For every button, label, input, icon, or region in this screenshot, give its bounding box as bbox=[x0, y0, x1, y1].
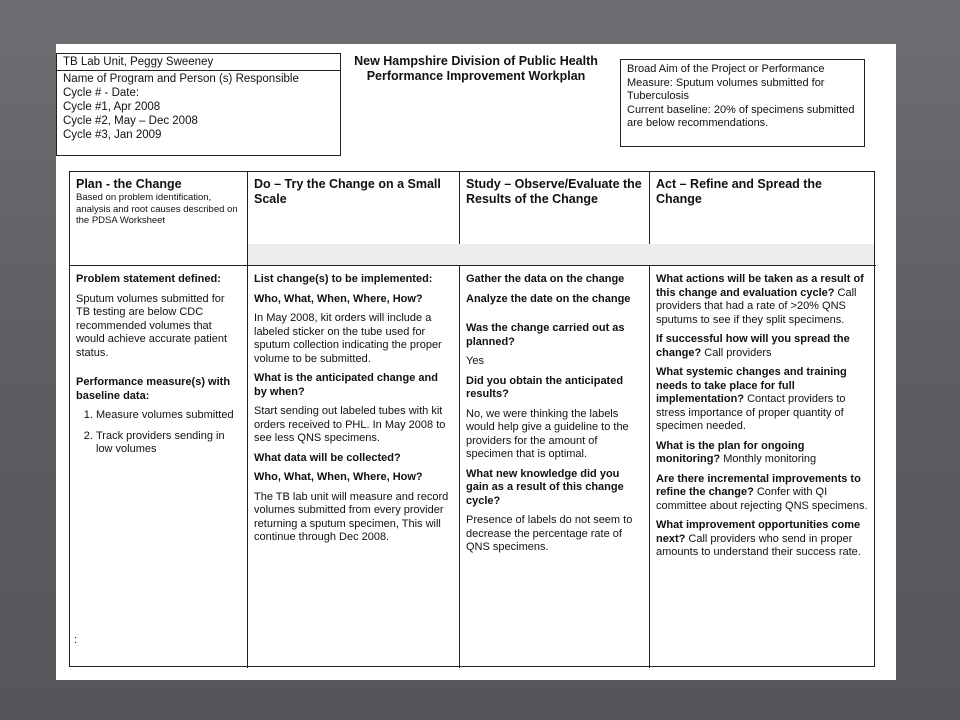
act-a2: Call providers bbox=[701, 346, 772, 359]
do-q4: What data will be collected? bbox=[254, 451, 401, 464]
broad-aim-box bbox=[620, 59, 865, 147]
program-info-box bbox=[56, 53, 341, 156]
program-line: Cycle #2, May – Dec 2008 bbox=[63, 115, 198, 127]
act-q4: What is the plan for ongoing monitoring? bbox=[656, 439, 805, 465]
header-divider bbox=[70, 265, 876, 266]
program-line: Cycle #1, Apr 2008 bbox=[63, 101, 161, 113]
aim-text: Broad Aim of the Project or Performance Measure: Sputum volumes submitted for Tuberculosis bbox=[627, 63, 825, 102]
act-a3: Contact providers to stress importance of proper quantity of specimen needed. bbox=[656, 393, 846, 432]
act-q3: What systemic changes and training needs to take place for full implementation? bbox=[656, 366, 847, 405]
program-line: Cycle #3, Jan 2009 bbox=[63, 129, 162, 141]
act-q1: What actions will be taken as a result of this change and evaluation cycle? bbox=[656, 273, 864, 299]
do-q1: List change(s) to be implemented: bbox=[254, 273, 433, 285]
program-line: Cycle # - Date: bbox=[63, 87, 140, 99]
act-q5: Are there incremental improvements to refine the change? bbox=[656, 472, 861, 498]
program-line: Name of Program and Person (s) Responsible bbox=[63, 73, 299, 85]
problem-text: Sputum volumes submitted for TB testing are below CDC recommended volumes that would achieve accurate patient status. bbox=[76, 292, 228, 359]
act-a5: Confer with QI committee about rejecting QNS specimens. bbox=[656, 486, 868, 512]
do-a5: The TB lab unit will measure and record volumes submitted from every provider returning a sputum specimen, This will continue through Dec 2008. bbox=[254, 490, 449, 543]
do-q5: Who, What, When, Where, How? bbox=[254, 471, 423, 483]
study-a3: Yes bbox=[466, 355, 484, 367]
study-s2: Analyze the date on the change bbox=[466, 292, 631, 305]
header-study bbox=[460, 172, 649, 244]
title-line-2: Performance Improvement Workplan bbox=[366, 69, 586, 83]
measure-label: Performance measure(s) with baseline data: bbox=[76, 376, 231, 402]
pdsa-table bbox=[69, 171, 875, 667]
problem-label: Problem statement defined: bbox=[76, 273, 221, 285]
measure-list bbox=[76, 409, 241, 457]
act-q6: What improvement opportunities come next? bbox=[656, 519, 861, 545]
do-q3: What is the anticipated change and by when? bbox=[254, 372, 438, 398]
colon-mark: : bbox=[74, 634, 78, 646]
list-item: 1. Measure volumes submitted bbox=[96, 409, 241, 423]
study-title: Study – Observe/Evaluate the Results of the Change bbox=[466, 177, 642, 206]
act-column bbox=[650, 268, 874, 666]
act-q2: If successful how will you spread the change? bbox=[656, 333, 850, 359]
do-a2: In May 2008, kit orders will include a labeled sticker on the tube used for sputum collection indicating the proper volume to be submitted. bbox=[254, 312, 442, 365]
plan-subtitle: Based on problem identification, analysis and root causes described on the PDSA Worksheet bbox=[76, 192, 238, 226]
study-column bbox=[460, 268, 649, 666]
act-a6: Call providers who send in proper amounts to understand their success rate. bbox=[656, 532, 861, 558]
do-title: Do – Try the Change on a Small Scale bbox=[254, 177, 441, 206]
study-s3: Was the change carried out as planned? bbox=[466, 322, 625, 348]
do-column bbox=[248, 268, 459, 666]
program-unit: TB Lab Unit, Peggy Sweeney bbox=[57, 54, 340, 71]
study-s5: What new knowledge did you gain as a result of this change cycle? bbox=[466, 467, 624, 507]
study-s4: Did you obtain the anticipated results? bbox=[466, 374, 624, 400]
act-a1: Call providers that had a rate of >20% QNS sputums to see if they split specimens. bbox=[656, 286, 857, 326]
do-q2: Who, What, When, Where, How? bbox=[254, 292, 423, 305]
study-a4: No, we were thinking the labels would help give a guideline to the providers for the amount of specimen that is optimal. bbox=[466, 407, 629, 460]
do-a3: Start sending out labeled tubes with kit orders received to PHL. In May 2008 to see less QNS specimens. bbox=[254, 405, 446, 444]
header-do bbox=[248, 172, 459, 244]
header-act bbox=[650, 172, 874, 244]
aim-baseline: Current baseline: 20% of specimens submitted are below recommendations. bbox=[627, 103, 855, 129]
header-plan bbox=[70, 172, 247, 265]
act-a4: Monthly monitoring bbox=[720, 453, 817, 465]
list-item: 2. Track providers sending in low volumes bbox=[96, 430, 241, 457]
study-s1: Gather the data on the change bbox=[466, 273, 625, 285]
plan-title: Plan - the Change bbox=[76, 177, 182, 191]
header-gray-band bbox=[247, 244, 874, 265]
plan-column bbox=[70, 268, 247, 666]
program-lines bbox=[57, 71, 340, 143]
title-line-1: New Hampshire Division of Public Health bbox=[354, 54, 598, 68]
act-title: Act – Refine and Spread the Change bbox=[656, 177, 823, 206]
workplan-document bbox=[56, 44, 896, 680]
study-a5: Presence of labels do not seem to decrease the percentage rate of QNS specimens. bbox=[466, 514, 633, 553]
document-title bbox=[346, 54, 606, 84]
